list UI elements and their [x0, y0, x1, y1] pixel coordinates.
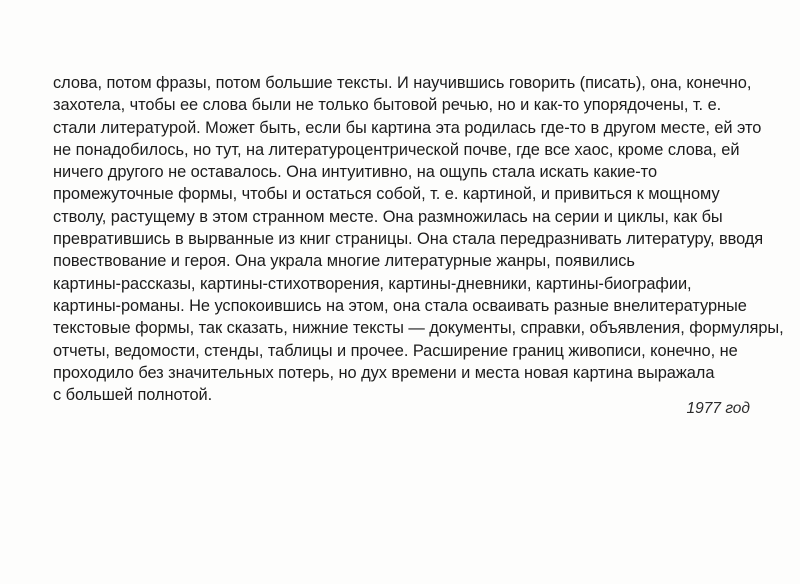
- text-line: текстовые формы, так сказать, нижние тексты — документы, справки, объявления, формуляры,: [53, 319, 784, 338]
- text-line: повествование и героя. Она украла многие литературные жанры, появились: [53, 252, 635, 271]
- text-line: ничего другого не оставалось. Она интуитивно, на ощупь стала искать какие-то: [53, 163, 658, 182]
- text-line: проходило без значительных потерь, но дух времени и места новая картина выражала: [53, 363, 715, 382]
- text-line: картины-романы. Не успокоившись на этом, она стала осваивать разные внелитературные: [53, 296, 747, 315]
- text-line: стали литературой. Может быть, если бы картина эта родилась где-то в другом месте, ей это: [53, 118, 762, 137]
- text-line: слова, потом фразы, потом большие тексты. И научившись говорить (писать), она, конечно,: [53, 74, 752, 92]
- text-line: захотела, чтобы ее слова были не только бытовой речью, но и как-то упорядочены, т. е.: [53, 96, 722, 115]
- text-line: с большей полнотой.: [53, 386, 213, 405]
- date-signature: 1977 год: [686, 400, 750, 417]
- text-line: отчеты, ведомости, стенды, таблицы и прочее. Расширение границ живописи, конечно, не: [53, 341, 738, 360]
- text-line: промежуточные формы, чтобы и остаться собой, т. е. картиной, и привиться к мощному: [53, 185, 720, 204]
- text-line: картины-рассказы, картины-стихотворения, картины-дневники, картины-биографии,: [53, 274, 692, 293]
- body-text: [53, 72, 784, 406]
- text-line: стволу, растущему в этом странном месте. Она размножилась на серии и циклы, как бы: [53, 207, 723, 226]
- text-line: превратившись в вырванные из книг страницы. Она стала передразнивать литературу, вводя: [53, 230, 764, 249]
- text-line: не понадобилось, но тут, на литературоцентрической почве, где все хаос, кроме слова, ей: [53, 140, 740, 159]
